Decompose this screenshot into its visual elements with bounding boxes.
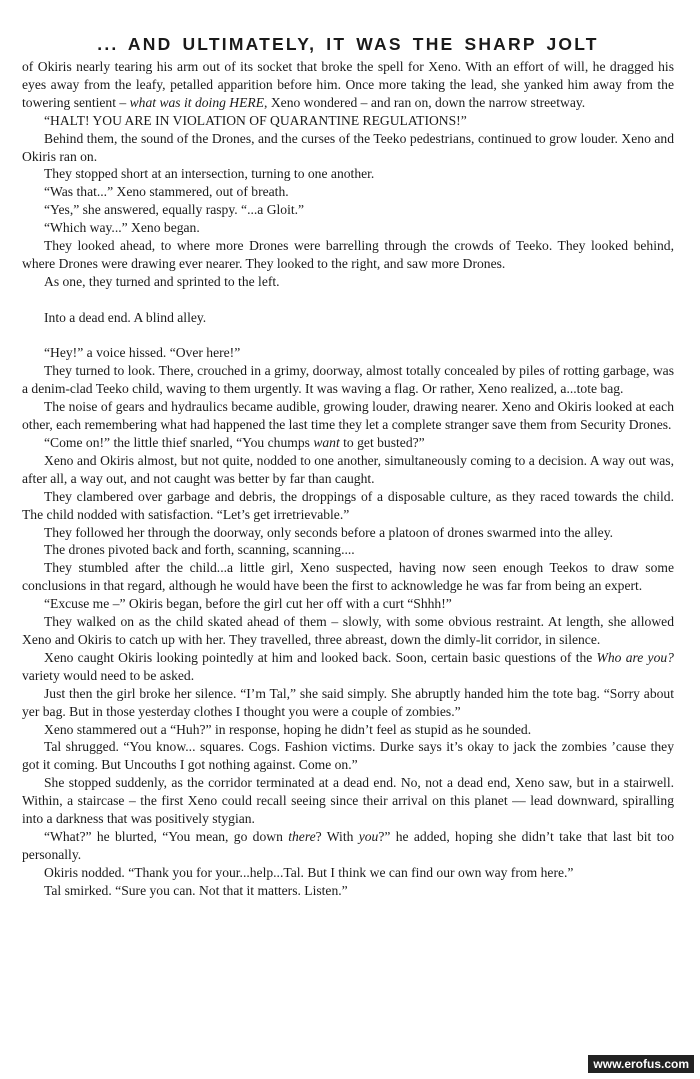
watermark: www.erofus.com <box>588 1055 694 1073</box>
text-run: Tal smirked. “Sure you can. Not that it matters. Listen.” <box>44 882 348 898</box>
text-run: They stumbled after the child...a little girl, Xeno suspected, having now seen enough Teekos to draw some conclusions in that regard, although he would have been the first to acknowledge he was far from being an expert. <box>22 560 674 594</box>
paragraph <box>22 488 674 524</box>
italic-text: you <box>358 828 379 844</box>
text-run: “Yes,” she answered, equally raspy. “...a Gloit.” <box>44 202 305 218</box>
text-run: “Excuse me –” Okiris began, before the girl cut her off with a curt “Shhh!” <box>44 596 452 612</box>
paragraph-gap <box>22 327 674 345</box>
page <box>22 34 674 900</box>
text-run: “Hey!” a voice hissed. “Over here!” <box>44 345 241 361</box>
italic-text: Who are you? <box>596 649 674 665</box>
italic-text: what was it doing HERE <box>129 94 265 110</box>
text-run: They turned to look. There, crouched in a grimy, doorway, almost totally concealed by piles of rotting garbage, was a denim-clad Teeko child, waving to them urgently. It was waving a flag. Or rather, Xeno realized, a...tote bag. <box>22 363 674 397</box>
paragraph <box>22 434 674 452</box>
paragraph <box>22 344 674 362</box>
paragraph <box>22 237 674 273</box>
paragraph <box>22 165 674 183</box>
paragraph <box>22 398 674 434</box>
paragraph <box>22 183 674 201</box>
text-run: She stopped suddenly, as the corridor terminated at a dead end. No, not a dead end, Xeno saw, but in a stairwell. Within, a staircase – the first Xeno could recall seeing since their arrival on this planet — lead downward, spiralling into a darkness that was positively stygian. <box>22 775 674 827</box>
paragraph <box>22 524 674 542</box>
text-run: They looked ahead, to where more Drones were barrelling through the crowds of Teeko. They looked behind, where Drones were drawing ever nearer. They looked to the right, and saw more Drones. <box>22 238 674 271</box>
text-run: ? With <box>315 828 359 844</box>
text-run: The drones pivoted back and forth, scanning, scanning.... <box>44 542 355 558</box>
text-run: They walked on as the child skated ahead of them – slowly, with some obvious restraint. At length, she allowed Xeno and Okiris to catch up with her. They travelled, three abreast, down the dimly-lit corridor, in silence. <box>22 614 674 647</box>
paragraph <box>22 595 674 613</box>
paragraph <box>22 541 674 559</box>
paragraph <box>22 452 674 488</box>
italic-text: want <box>313 435 340 450</box>
text-run: “Come on!” the little thief snarled, “You chumps <box>44 435 314 450</box>
paragraph <box>22 309 674 327</box>
text-run: Okiris nodded. “Thank you for your...help...Tal. But I think we can find our own way from here.” <box>44 864 574 880</box>
text-run: , Xeno wondered – and ran on, down the narrow streetway. <box>264 94 586 110</box>
text-run: “Was that...” Xeno stammered, out of breath. <box>44 184 289 200</box>
paragraph <box>22 130 674 166</box>
paragraph <box>22 219 674 237</box>
paragraph <box>22 112 674 130</box>
text-run: Into a dead end. A blind alley. <box>44 309 207 325</box>
text-run: Behind them, the sound of the Drones, and the curses of the Teeko pedestrians, continued to grow louder. Xeno and Okiris ran on. <box>22 130 674 164</box>
paragraph <box>22 864 674 882</box>
text-run: They stopped short at an intersection, turning to one another. <box>44 166 375 182</box>
text-run: The noise of gears and hydraulics became audible, growing louder, drawing nearer. Xeno and Okiris looked at each other, each remembering what had happened the last time they let a complete stranger save them from Security Drones. <box>22 399 674 433</box>
paragraph <box>22 721 674 739</box>
text-run: Xeno caught Okiris looking pointedly at him and looked back. Soon, certain basic questions of the <box>44 649 597 665</box>
paragraph <box>22 362 674 398</box>
paragraph <box>22 58 674 112</box>
text-run: to get busted?” <box>339 435 425 450</box>
text-run: “What?” he blurted, “You mean, go down <box>44 828 289 844</box>
paragraph <box>22 882 674 900</box>
paragraph-gap <box>22 291 674 309</box>
text-run: Tal shrugged. “You know... squares. Cogs. Fashion victims. Durke says it’s okay to jack the zombies ’cause they got it coming. But Uncouths I got nothing against. Come on.” <box>22 739 674 773</box>
paragraph <box>22 649 674 685</box>
paragraph <box>22 201 674 219</box>
text-run: of Okiris nearly tearing his arm out of its socket that broke the spell for Xeno. With an effort of will, he dragged his eyes away from the leafy, petalled apparition before him. Once more taking the lead, she yanked him away from the towering sentient – <box>22 59 674 110</box>
paragraph <box>22 273 674 291</box>
text-run: “Which way...” Xeno began. <box>44 220 200 236</box>
text-run: Xeno stammered out a “Huh?” in response, hoping he didn’t feel as stupid as he sounded. <box>44 721 532 737</box>
text-run: They followed her through the doorway, only seconds before a platoon of drones swarmed into the alley. <box>44 524 614 540</box>
text-run: They clambered over garbage and debris, the droppings of a disposable culture, as they raced towards the child. The child nodded with satisfaction. “Let’s get irretrievable.” <box>22 488 674 522</box>
text-run: Xeno and Okiris almost, but not quite, nodded to one another, simultaneously coming to a decision. A way out was, after all, a way out, and not caught was better by far than caught. <box>22 452 674 486</box>
paragraph <box>22 685 674 721</box>
paragraph <box>22 828 674 864</box>
italic-text: there <box>288 828 316 844</box>
paragraph <box>22 774 674 828</box>
text-run: variety would need to be asked. <box>22 667 195 683</box>
paragraph <box>22 559 674 595</box>
text-run: As one, they turned and sprinted to the left. <box>44 273 280 289</box>
text-run: Just then the girl broke her silence. “I’m Tal,” she said simply. She abruptly handed him the tote bag. “Sorry about yer bag. But in those yesterday clothes I thought you were a couple of zombies.” <box>22 685 674 719</box>
paragraph <box>22 613 674 649</box>
paragraph <box>22 738 674 774</box>
body-text <box>22 58 674 900</box>
text-run: ?” he added, hoping she didn’t take that last bit too personally. <box>22 828 675 862</box>
chapter-heading: ... AND ULTIMATELY, IT WAS THE SHARP JOLT <box>97 34 599 54</box>
text-run: “HALT! YOU ARE IN VIOLATION OF QUARANTINE REGULATIONS!” <box>44 112 467 128</box>
